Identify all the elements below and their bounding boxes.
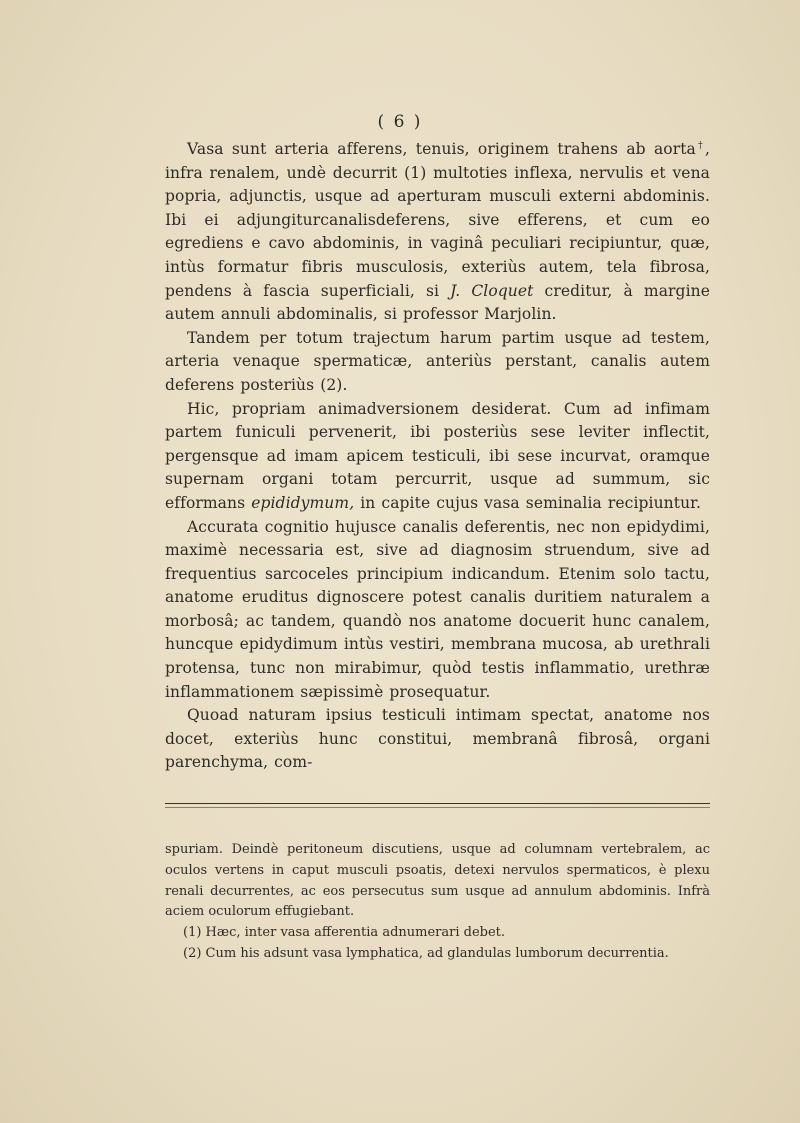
term-epididymum: epididymum, bbox=[251, 493, 355, 512]
footnote-continuation: spuriam. Deindè peritoneum discutiens, usque ad columnam vertebralem, ac oculos vertens in caput musculi psoatis, detexi nervulos spermaticos, è plexu renali decurrentes, ac eos persecutus sum usque ad annulum abdominis. Infrà aciem oculorum effugiebant. bbox=[165, 842, 710, 920]
paragraph-3-text: Hic, propriam animadversionem desiderat. Cum ad infimam partem funiculi pervenerit, ibi posteriùs sese leviter inflectit, pergensque ad imam apicem testiculi, ibi sese incurvat, oramque supernam organi totam percurrit, usque ad summum, sic efformans bbox=[165, 399, 710, 512]
paragraph-1 bbox=[165, 138, 710, 327]
paragraph-3 bbox=[165, 398, 710, 516]
paragraph-1-text-cont: , infra renalem, undè decurrit (1) multoties inflexa, nervulis et vena popria, adjunctis, usque ad aperturam musculi externi abdominis. Ibi ei adjungiturcanalisdeferens, sive efferens, et cum eo egrediens e cavo abdominis, in vaginâ peculiari recipiuntur, quæ, intùs formatur fibris musculosis, exteriùs autem, tela fibrosa, pendens à fascia superficiali, si bbox=[165, 140, 710, 300]
paragraph-1-text: Vasa sunt arteria afferens, tenuis, originem trahens ab aorta bbox=[187, 140, 696, 158]
main-text bbox=[165, 138, 710, 775]
footnote-2: (2) Cum his adsunt vasa lymphatica, ad glandulas lumborum decurrentia. bbox=[183, 945, 669, 961]
footnote-marker: † bbox=[695, 140, 705, 151]
paragraph-4: Accurata cognitio hujusce canalis deferentis, nec non epidydimi, maximè necessaria est, sive ad diagnosim struendum, sive ad frequentius sarcoceles principium indicandum. Etenim solo tactu, anatome eruditus dignoscere potest canalis duritiem naturalem a morbosâ; ac tandem, quandò nos anatome docuerit hunc canalem, huncque epidydimum intùs vestiri, membrana mucosa, ab urethrali protensa, tunc non mirabimur, quòd testis inflammatio, urethræ inflammationem sæpissimè prosequatur. bbox=[165, 517, 710, 701]
footnote-divider bbox=[165, 803, 710, 808]
paragraph-2: Tandem per totum trajectum harum partim usque ad testem, arteria venaque spermaticæ, anteriùs perstant, canalis autem deferens posteriùs (2). bbox=[165, 328, 710, 394]
footnotes bbox=[165, 840, 710, 965]
page-number: ( 6 ) bbox=[377, 112, 423, 132]
paragraph-3-text-end: in capite cujus vasa seminalia recipiuntur. bbox=[354, 493, 701, 512]
paragraph-1-text-end: creditur, à margine autem annuli abdominalis, si professor Marjolin. bbox=[165, 281, 710, 324]
author-cloquet: J. Cloquet bbox=[450, 281, 534, 300]
footnote-1: (1) Hæc, inter vasa afferentia adnumerari debet. bbox=[183, 925, 506, 941]
paragraph-5: Quoad naturam ipsius testiculi intimam spectat, anatome nos docet, exteriùs hunc constitui, membranâ fibrosâ, organi parenchyma, com- bbox=[165, 706, 710, 772]
